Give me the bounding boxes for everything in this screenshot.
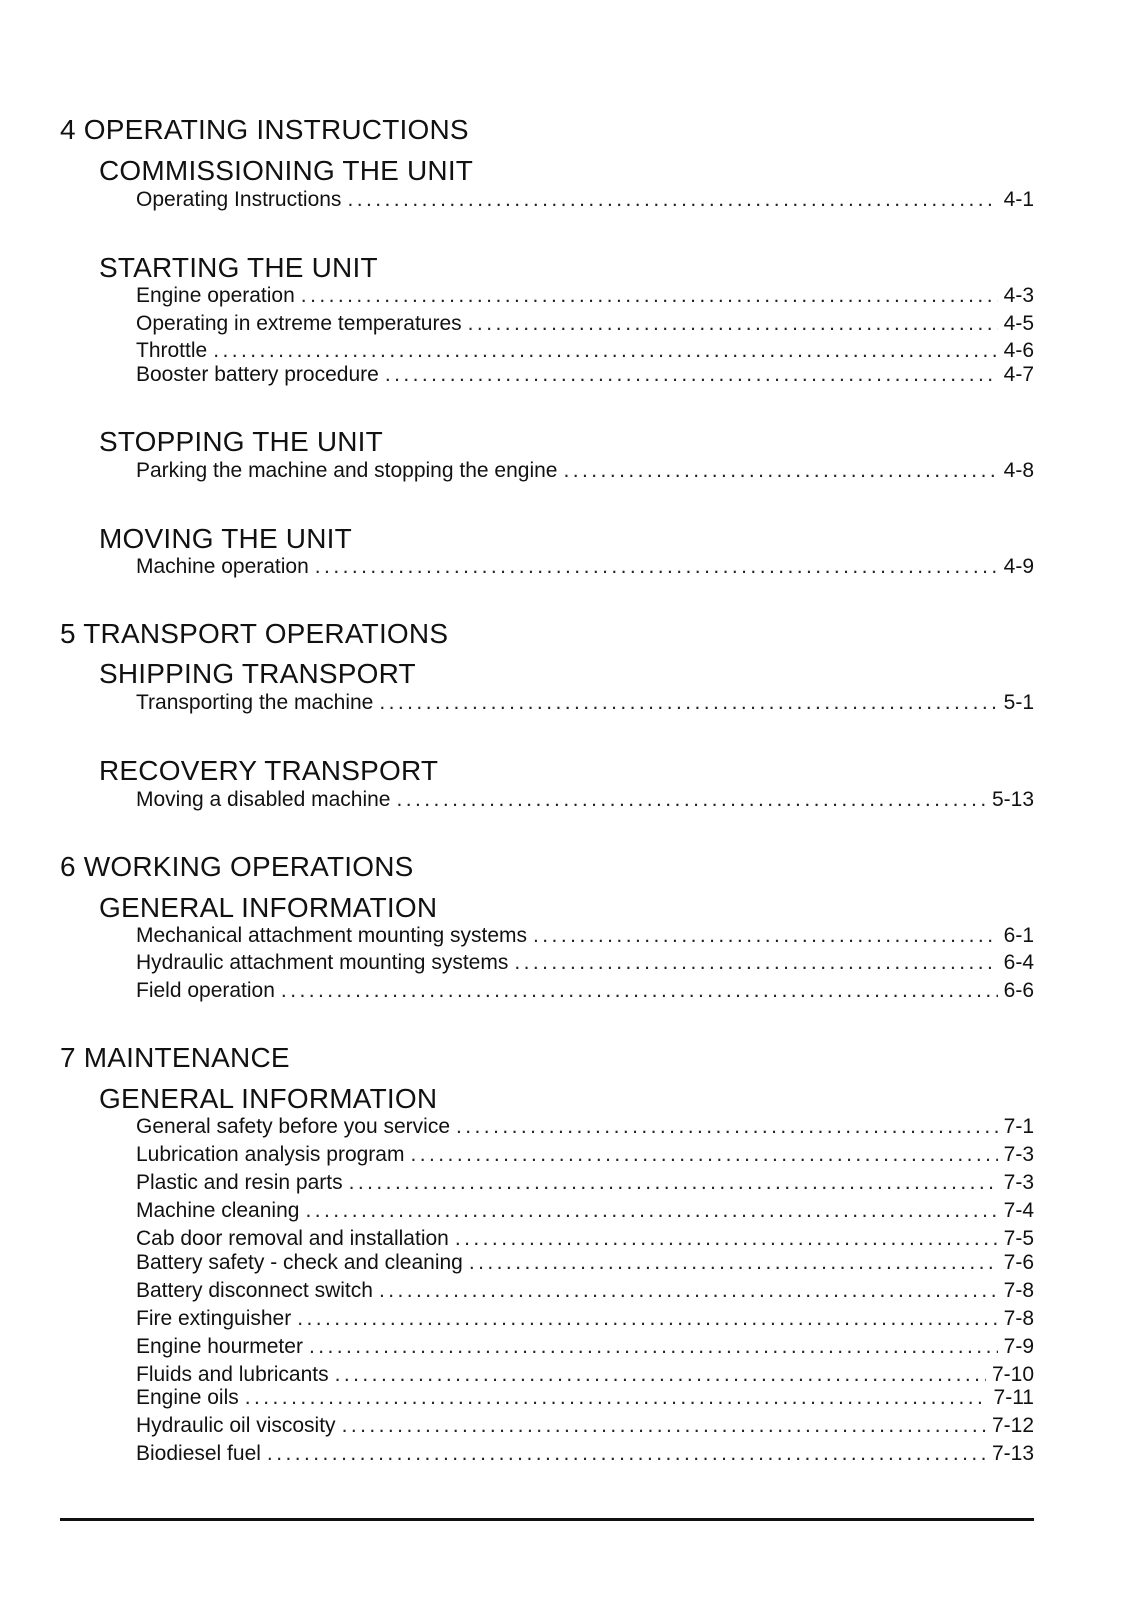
entry-label: Plastic and resin parts (136, 1171, 343, 1194)
toc-entry[interactable] (136, 1440, 1034, 1466)
entry-label: Fluids and lubricants (136, 1363, 329, 1386)
toc-entry[interactable] (136, 457, 1034, 483)
chapter-heading: 5 TRANSPORT OPERATIONS (60, 618, 449, 649)
toc-entry[interactable] (136, 1169, 1034, 1195)
entry-label: Hydraulic oil viscosity (136, 1414, 336, 1437)
entry-page: 4-7 (1003, 363, 1034, 386)
entry-page: 5-13 (991, 788, 1034, 811)
entry-page: 7-1 (1003, 1115, 1034, 1138)
entry-page: 7-4 (1003, 1199, 1034, 1222)
toc-entry[interactable] (136, 1412, 1034, 1438)
toc-entry[interactable] (136, 1225, 1034, 1251)
entry-page: 4-9 (1003, 555, 1034, 578)
dot-leader (385, 363, 998, 387)
entry-label: Biodiesel fuel (136, 1442, 261, 1465)
entry-page: 7-11 (993, 1386, 1034, 1409)
chapter-heading: 7 MAINTENANCE (60, 1042, 290, 1073)
entry-page: 6-6 (1003, 979, 1034, 1002)
entry-page: 7-8 (1003, 1307, 1034, 1330)
dot-leader (349, 1171, 998, 1195)
entry-label: Engine hourmeter (136, 1335, 303, 1358)
toc-entry[interactable] (136, 1277, 1034, 1303)
entry-page: 7-6 (1003, 1251, 1034, 1274)
dot-leader (309, 1335, 998, 1359)
section-heading: RECOVERY TRANSPORT (99, 755, 439, 786)
dot-leader (315, 555, 998, 579)
dot-leader (410, 1143, 997, 1167)
section-heading: GENERAL INFORMATION (99, 892, 438, 923)
toc-entry[interactable] (136, 949, 1034, 975)
dot-leader (297, 1307, 997, 1331)
entry-label: Machine cleaning (136, 1199, 300, 1222)
entry-page: 7-3 (1003, 1171, 1034, 1194)
section-heading: STARTING THE UNIT (99, 252, 378, 283)
toc-entry[interactable] (136, 1113, 1034, 1139)
toc-entry[interactable] (136, 1249, 1034, 1275)
toc-entry[interactable] (136, 1305, 1034, 1331)
dot-leader (533, 924, 998, 948)
entry-label: Parking the machine and stopping the engine (136, 459, 558, 482)
toc-entry[interactable] (136, 1197, 1034, 1223)
toc-entry[interactable] (136, 1333, 1034, 1359)
entry-page: 7-10 (991, 1363, 1034, 1386)
dot-leader (469, 1251, 998, 1275)
entry-page: 7-12 (991, 1414, 1034, 1437)
dot-leader (281, 979, 998, 1003)
entry-page: 5-1 (1003, 691, 1034, 714)
dot-leader (267, 1442, 986, 1466)
section-heading: SHIPPING TRANSPORT (99, 658, 416, 689)
toc-entry[interactable] (136, 689, 1034, 715)
entry-page: 4-8 (1003, 459, 1034, 482)
entry-label: Engine operation (136, 284, 295, 307)
section-heading: COMMISSIONING THE UNIT (99, 155, 474, 186)
entry-label: Fire extinguisher (136, 1307, 292, 1330)
toc-entry[interactable] (136, 310, 1034, 336)
toc-entry[interactable] (136, 361, 1034, 387)
entry-label: Machine operation (136, 555, 309, 578)
entry-label: Mechanical attachment mounting systems (136, 924, 528, 947)
toc-entry[interactable] (136, 553, 1034, 579)
dot-leader (245, 1386, 988, 1410)
entry-label: Operating in extreme temperatures (136, 312, 462, 335)
dot-leader (305, 1199, 997, 1223)
entry-page: 4-6 (1003, 339, 1034, 362)
footer-rule (60, 1518, 1034, 1521)
toc-entry[interactable] (136, 186, 1034, 212)
entry-page: 7-13 (991, 1442, 1034, 1465)
dot-leader (456, 1115, 998, 1139)
chapter-heading: 4 OPERATING INSTRUCTIONS (60, 114, 469, 145)
entry-page: 4-5 (1003, 312, 1034, 335)
entry-page: 6-1 (1003, 924, 1034, 947)
dot-leader (563, 459, 997, 483)
toc-entry[interactable] (136, 922, 1034, 948)
toc-entry[interactable] (136, 786, 1034, 812)
entry-page: 4-1 (1003, 188, 1034, 211)
dot-leader (347, 188, 997, 212)
section-heading: STOPPING THE UNIT (99, 426, 383, 457)
entry-page: 4-3 (1003, 284, 1034, 307)
section-heading: GENERAL INFORMATION (99, 1083, 438, 1114)
dot-leader (213, 339, 997, 363)
dot-leader (514, 951, 997, 975)
entry-label: Moving a disabled machine (136, 788, 391, 811)
toc-entry[interactable] (136, 282, 1034, 308)
dot-leader (342, 1414, 986, 1438)
entry-label: Throttle (136, 339, 208, 362)
dot-leader (455, 1227, 998, 1251)
entry-label: Transporting the machine (136, 691, 374, 714)
entry-label: Battery disconnect switch (136, 1279, 373, 1302)
entry-label: Operating Instructions (136, 188, 342, 211)
entry-label: Hydraulic attachment mounting systems (136, 951, 509, 974)
dot-leader (301, 284, 998, 308)
toc-entry[interactable] (136, 1141, 1034, 1167)
section-heading: MOVING THE UNIT (99, 523, 352, 554)
dot-leader (379, 691, 997, 715)
entry-page: 7-5 (1003, 1227, 1034, 1250)
entry-page: 7-8 (1003, 1279, 1034, 1302)
entry-label: Booster battery procedure (136, 363, 379, 386)
entry-label: Field operation (136, 979, 275, 1002)
entry-label: General safety before you service (136, 1115, 450, 1138)
dot-leader (379, 1279, 998, 1303)
entry-label: Lubrication analysis program (136, 1143, 405, 1166)
dot-leader (468, 312, 998, 336)
toc-entry[interactable] (136, 977, 1034, 1003)
toc-entry[interactable] (136, 1384, 1034, 1410)
entry-label: Cab door removal and installation (136, 1227, 449, 1250)
dot-leader (396, 788, 985, 812)
entry-page: 7-9 (1003, 1335, 1034, 1358)
entry-page: 7-3 (1003, 1143, 1034, 1166)
entry-page: 6-4 (1003, 951, 1034, 974)
chapter-heading: 6 WORKING OPERATIONS (60, 851, 414, 882)
entry-label: Battery safety - check and cleaning (136, 1251, 463, 1274)
toc-entry[interactable] (136, 337, 1034, 363)
entry-label: Engine oils (136, 1386, 239, 1409)
